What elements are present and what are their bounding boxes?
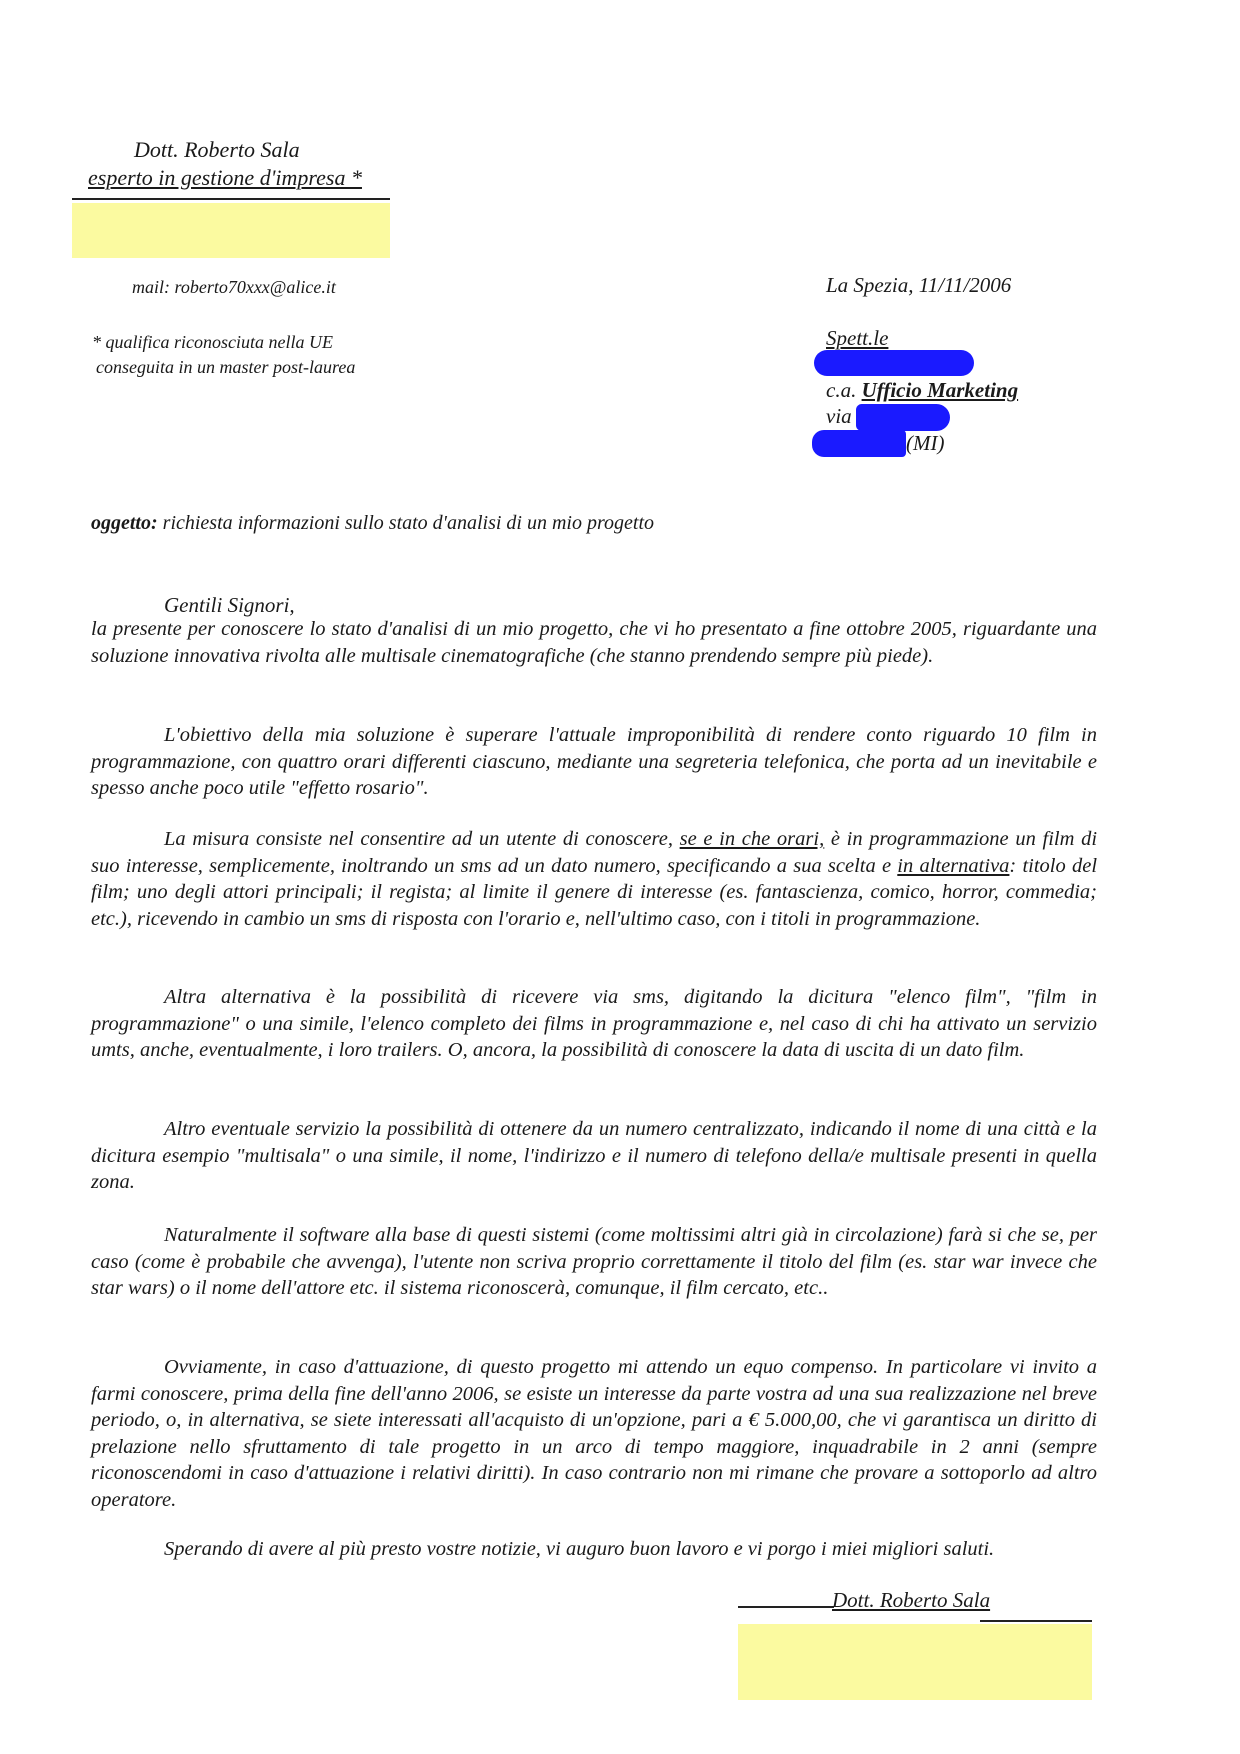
subject-line: [91, 512, 654, 535]
signature-rule-left: [738, 1606, 834, 1608]
qualifica-line-2: conseguita in un master post-laurea: [96, 357, 356, 377]
paragraph-4: [91, 984, 1097, 1064]
recipient-name-redaction: [814, 350, 974, 376]
paragraph-5: [91, 1116, 1097, 1196]
greeting: Gentili Signori,: [164, 593, 295, 617]
sender-highlight-redaction: [72, 203, 390, 258]
recipient-city-redaction: [812, 430, 906, 457]
signature-name: Dott. Roberto Sala: [832, 1588, 991, 1612]
signature-rule-right: [980, 1620, 1092, 1622]
signature-highlight-redaction: [738, 1624, 1092, 1700]
subject-label: oggetto:: [91, 512, 158, 534]
paragraph-7-text: Ovviamente, in caso d'attuazione, di questo progetto mi attendo un equo compenso. In particolare vi invito a farmi conoscere, prima della fine dell'anno 2006, se esiste un interesse da parte vostra ad una sua realizzazione nel breve periodo, o, in alternativa, se siete interessati all'acquisto di un'opzione, pari a € 5.000,00, che vi garantisca un diritto di prelazione nello sfruttamento di tale progetto in un arco di tempo maggiore, inquadrabile in 2 anni (sempre riconoscendomi in caso d'attuazione i relativi diritti). In caso contrario non mi rimane che provare a sottoporlo ad altro operatore.: [91, 1356, 1097, 1511]
sender-mail: mail: roberto70xxx@alice.it: [132, 277, 336, 297]
recipient-spett: Spett.le: [826, 326, 889, 350]
sender-name: Dott. Roberto Sala: [134, 137, 300, 162]
paragraph-1: [91, 616, 1097, 669]
recipient-ca: [826, 378, 1018, 403]
paragraph-2-text: L'obiettivo della mia soluzione è superare l'attuale improponibilità di rendere conto riguardo 10 film in programmazione, con quattro orari differenti ciascuno, mediante una segreteria telefonica, che porta ad un inevitabile e spesso anche poco utile "effetto rosario".: [91, 724, 1097, 799]
recipient-via: via: [826, 404, 852, 428]
recipient-province: (MI): [906, 431, 945, 455]
paragraph-5-text: Altro eventuale servizio la possibilità di ottenere da un numero centralizzato, indicando il nome di una città e la dicitura esempio "multisala" o una simile, il nome, l'indirizzo e il numero di telefono della/e multisale presenti in quella zona.: [91, 1118, 1097, 1193]
underlined-phrase-2: in alternativa: [897, 854, 1010, 877]
paragraph-8-text: Sperando di avere al più presto vostre notizie, vi auguro buon lavoro e vi porgo i miei migliori saluti.: [164, 1538, 995, 1560]
paragraph-4-text: Altra alternativa è la possibilità di ricevere via sms, digitando la dicitura "elenco film", "film in programmazione" o una simile, l'elenco completo dei films in programmazione e, nel caso di chi ha attivato un servizio umts, anche, eventualmente, i loro trailers. O, ancora, la possibilità di conoscere la data di uscita di un dato film.: [91, 986, 1097, 1061]
paragraph-3-text: La misura consiste nel consentire ad un utente di conoscere, se e in che orari, è in programmazione un film di suo interesse, semplicemente, inoltrando un sms ad un dato numero, specificando a sua scelta e in alternativa: titolo del film; uno degli attori principali; il regista; al limite il genere di interesse (es. fantascienza, comico, horror, commedia; etc.), ricevendo in cambio un sms di risposta con l'orario e, nell'ultimo caso, con i titoli in programmazione.: [91, 828, 1098, 930]
paragraph-8: [91, 1536, 1097, 1563]
sender-qualifica: [92, 330, 355, 380]
sender-rule: [72, 198, 390, 200]
subject-text: richiesta informazioni sullo stato d'analisi di un mio progetto: [162, 512, 654, 534]
paragraph-3: [91, 826, 1097, 932]
paragraph-6-text: Naturalmente il software alla base di questi sistemi (come moltissimi altri già in circolazione) farà si che se, per caso (come è probabile che avvenga), l'utente non scriva proprio correttamente il titolo del film (es. star war invece che star wars) o il nome dell'attore etc. il sistema riconoscerà, comunque, il film cercato, etc..: [91, 1224, 1097, 1299]
paragraph-2: [91, 722, 1097, 802]
paragraph-7: [91, 1354, 1097, 1513]
paragraph-6: [91, 1222, 1097, 1302]
sender-role: esperto in gestione d'impresa *: [88, 165, 362, 190]
underlined-phrase-1: se e in che orari,: [679, 828, 825, 850]
ca-office: Ufficio Marketing: [861, 378, 1019, 402]
paragraph-1-text: la presente per conoscere lo stato d'analisi di un mio progetto, che vi ho presentato a fine ottobre 2005, riguardante una soluzione innovativa rivolta alle multisale cinematografiche (che stanno prendendo sempre più piede).: [91, 618, 1097, 667]
ca-prefix: c.a.: [826, 378, 857, 402]
qualifica-line-1: * qualifica riconosciuta nella UE: [92, 332, 333, 352]
recipient-street-redaction: [856, 404, 950, 431]
letter-date: La Spezia, 11/11/2006: [826, 273, 1012, 297]
